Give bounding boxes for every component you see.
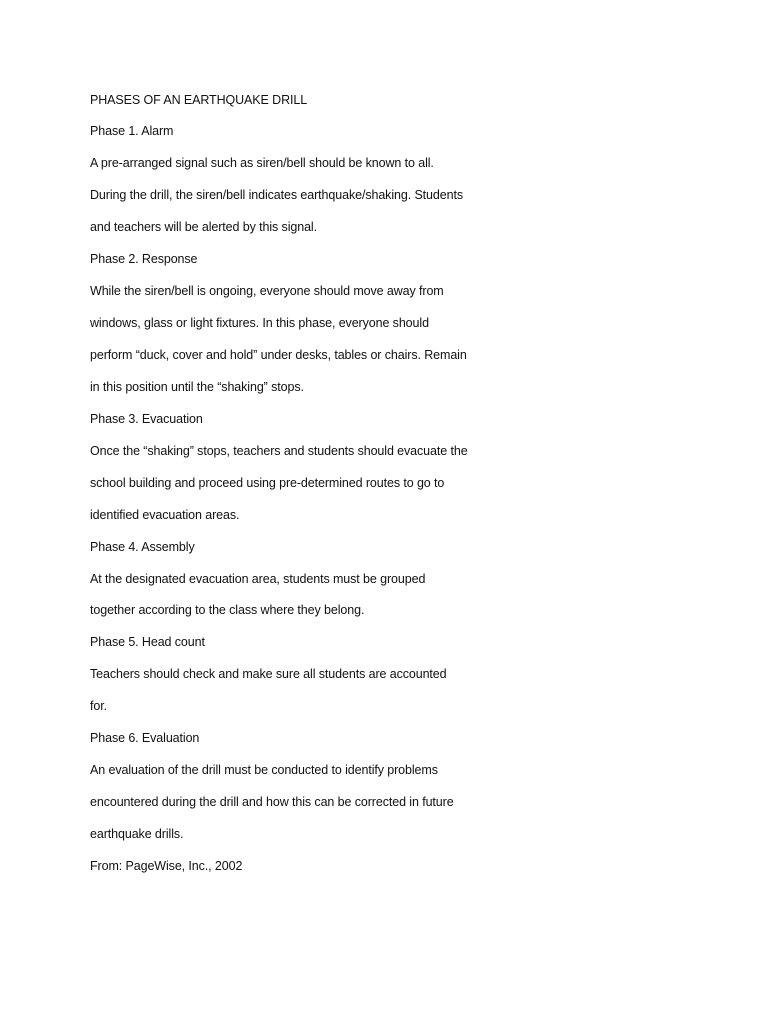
phase-2-heading: Phase 2. Response [90, 252, 198, 266]
phase-3-line-3: identified evacuation areas. [90, 508, 240, 522]
phase-2-line-2: windows, glass or light fixtures. In this phase, everyone should [90, 316, 429, 330]
phase-6-line-2: encountered during the drill and how this can be corrected in future [90, 795, 454, 809]
phase-4-line-1: At the designated evacuation area, students must be grouped [90, 572, 426, 586]
phase-4-line-2: together according to the class where they belong. [90, 603, 365, 617]
phase-6-line-1: An evaluation of the drill must be conducted to identify problems [90, 763, 438, 777]
source-citation: From: PageWise, Inc., 2002 [90, 859, 243, 873]
phase-1-line-2: During the drill, the siren/bell indicates earthquake/shaking. Students [90, 188, 463, 202]
phase-3-line-2: school building and proceed using pre-determined routes to go to [90, 476, 445, 490]
phase-6-heading: Phase 6. Evaluation [90, 731, 200, 745]
document-title: PHASES OF AN EARTHQUAKE DRILL [90, 93, 308, 107]
phase-3-line-1: Once the “shaking” stops, teachers and students should evacuate the [90, 444, 468, 458]
phase-6-line-3: earthquake drills. [90, 827, 184, 841]
phase-1-line-1: A pre-arranged signal such as siren/bell should be known to all. [90, 156, 434, 170]
phase-2-line-3: perform “duck, cover and hold” under desks, tables or chairs. Remain [90, 348, 467, 362]
phase-4-heading: Phase 4. Assembly [90, 540, 195, 554]
phase-2-line-1: While the siren/bell is ongoing, everyone should move away from [90, 284, 444, 298]
phase-1-heading: Phase 1. Alarm [90, 124, 174, 138]
phase-3-heading: Phase 3. Evacuation [90, 412, 203, 426]
phase-1-line-3: and teachers will be alerted by this signal. [90, 220, 317, 234]
phase-2-line-4: in this position until the “shaking” stops. [90, 380, 304, 394]
phase-5-line-2: for. [90, 699, 107, 713]
phase-5-line-1: Teachers should check and make sure all students are accounted [90, 667, 447, 681]
phase-5-heading: Phase 5. Head count [90, 635, 205, 649]
